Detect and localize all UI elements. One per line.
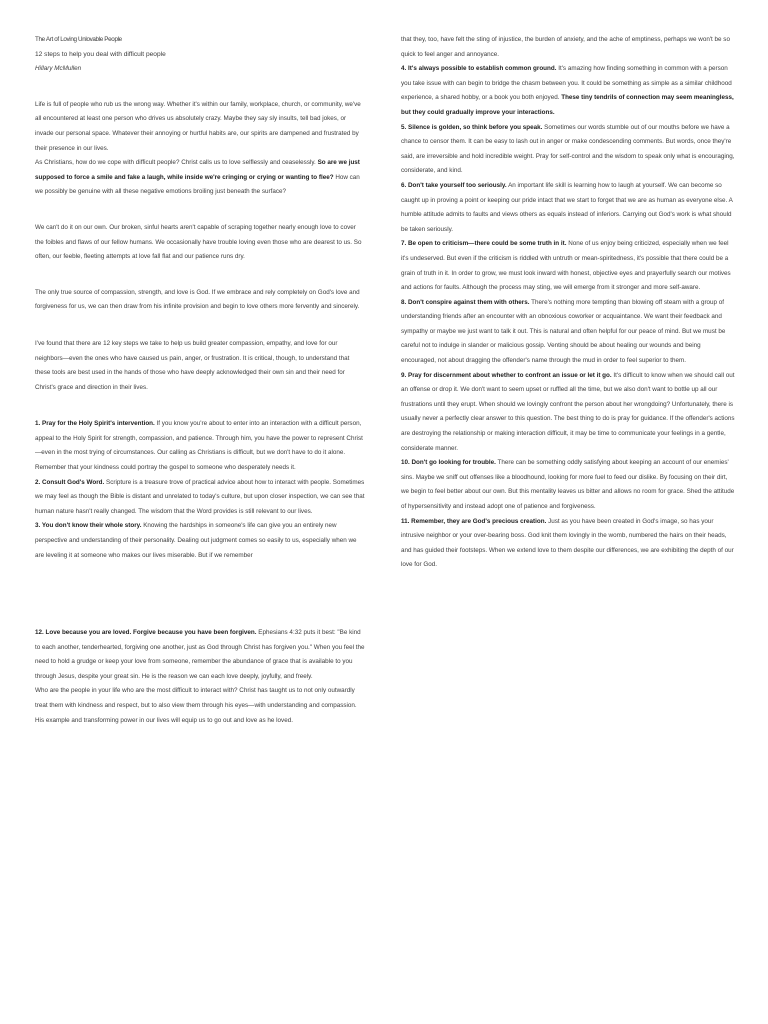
step-item: 4. It's always possible to establish common ground. It's amazing how finding something in common with a person you take issue with can begin to bridge the chasm between you. It could be something as simple as a similar childhood experience, a shared hobby, or a book you both enjoyed. These tiny tendrils of connection may seem meaningless, but they could gradually improve your interactions. [401,65,734,116]
step-item: 12. Love because you are loved. Forgive because you have been forgiven. Ephesians 4:32 puts it best: "Be kind to each another, tenderhearted, forgiving one another, just as God through Christ has forgiven you." When you feel the need to hold a grudge or keep your love from someone, remember the abundance of grace that is available to you through Jesus, despite your great sin. He is the reason we can each love deeply, joyfully, and freely. [35,629,365,680]
closing-paragraph: Who are the people in your life who are the most difficult to interact with? Christ has taught us to not only outwardly treat them with kindness and respect, but to also view them through his eyes—with understanding and compassion. His example and transforming power in our lives will equip us to go out and love as he loved. [35,687,357,724]
step-item: 2. Consult God's Word. Scripture is a treasure trove of practical advice about how to interact with people. Sometimes we may feel as though the Bible is distant and unrelated to today's culture, but upon closer inspection, we can see that human nature hasn't really changed. The wisdom that the Word provides is still relevant to our lives. [35,478,365,515]
step-item: 11. Remember, they are God's precious creation. Just as you have been created in God's image, so has your intrusive neighbor or your over-bearing boss. God knit them lovingly in the womb, numbered the hairs on their heads, and has guided their footsteps. When we extend love to them despite our differences, we are exhibiting the depth of our love for God. [401,517,734,569]
article-subtitle: 12 steps to help you deal with difficult people [35,50,166,58]
left-column-bottom [35,626,365,728]
intro-paragraph-5: I've found that there are 12 key steps we take to help us build greater compassion, empathy, and love for our neighbors—even the ones who have caused us pain, anger, or frustration. It is critical, though, to understand that these tools are best used in the hands of those who have deeply acknowledged their own sin and their need for Christ's grace and direction in their lives. [35,339,350,391]
step-item: 6. Don't take yourself too seriously. An important life skill is learning how to laugh at yourself. We can become so caught up in proving a point or keeping our pride intact that we start to forget that we are as human as everyone else. A humble attitude admits to faults and views others as equals instead of inferiors. Carrying out God's work is what should be taken seriously. [401,181,733,233]
left-column-top [35,33,365,563]
step-item: 8. Don't conspire against them with others. There's nothing more tempting than blowing off steam with a group of understanding friends after an encounter with an obnoxious coworker or acquaintance. We want their feedback and sympathy or maybe we just want to talk it out. This is natural and often helpful for our peace of mind. But we must be careful not to indulge in slander or malicious gossip. Venting should be about healing our wounds and being encouraged, not about dragging the offender's name through the mud in order to feel superior to them. [401,298,726,365]
step-item: 1. Pray for the Holy Spirit's intervention. If you know you're about to enter into an interaction with a difficult person, appeal to the Holy Spirit for strength, compassion, and patience. Through him, you have the power to represent Christ—even in the most trying of circumstances. Our calling as Christians is difficult, but we don't have to do it alone. Remember that your kindness could portray the gospel to someone who desperately needs it. [35,420,363,472]
step-3-continuation: that they, too, have felt the sting of injustice, the burden of anxiety, and the ache of emptiness, perhaps we won't be so quick to feel anger and annoyance. [401,36,730,58]
step-item: 9. Pray for discernment about whether to confront an issue or let it go. It's difficult to know when we should call out an offense or drop it. We don't want to seem upset or ruffled all the time, but we also don't want to bottle up all our frustrations until they erupt. When should we lovingly confront the person about her wrongdoing? Unfortunately, there is usually never a perfectly clear answer to this question. The best thing to do is pray for guidance. If the offender's actions are destroying the relationship or making interaction difficult, it may be time to communicate your feelings in a gentle, considerate manner. [401,371,735,452]
intro-paragraph-2: As Christians, how do we cope with difficult people? Christ calls us to love selflessly and ceaselessly. So are we just supposed to force a smile and fake a laugh, while inside we're cringing or crying or wanting to flee? How can we possibly be genuine with all these negative emotions broiling just beneath the surface? [35,159,360,196]
intro-paragraph-1: Life is full of people who rub us the wrong way. Whether it's within our family, workplace, church, or community, we've all encountered at least one person who drives us absolutely crazy. Maybe they say sly insults, tell bad jokes, or invade our personal space. Whatever their annoying or hurtful habits are, our spirits are dampened and frustrated by their presence in our lives. [35,100,361,152]
article-author: Hillary McMullen [35,65,82,73]
step-item: 3. You don't know their whole story. Knowing the hardships in someone's life can give you an entirely new perspective and understanding of their personality. Dealing out judgment comes so easily to us, especially when we are leveling it at someone who makes our lives miserable. But if we remember [35,522,357,559]
intro-paragraph-4: The only true source of compassion, strength, and love is God. If we embrace and rely completely on God's love and forgiveness for us, we can then draw from his infinite provision and begin to love others more fervently and sincerely. [35,288,360,311]
step-item: 5. Silence is golden, so think before you speak. Sometimes our words stumble out of our mouths before we have a chance to censor them. It can be easy to lash out in anger or make condescending comments. But words, once they're said, are irreversible and hold incredible weight. Pray for self-control and the wisdom to speak only what is encouraging, considerate, and kind. [401,123,735,175]
step-item: 10. Don't go looking for trouble. There can be something oddly satisfying about keeping an account of our enemies' sins. Maybe we sniff out offenses like a bloodhound, looking for more fuel to feed our dislike. By focusing on their dirt, we begin to feel better about our own. But this mentality leaves us bitter and allows no room for grace. Shed the attitude of hypersensitivity and instead adopt one of patience and forgiveness. [401,459,735,510]
intro-paragraph-3: We can't do it on our own. Our broken, sinful hearts aren't capable of scraping together nearly enough love to cover the foibles and flaws of our fellow humans. We occasionally have trouble loving even those who are dearest to us. So often, our feeble, fleeting attempts at love fall flat and our patience runs dry. [35,223,362,261]
article-title: The Art of Loving Unlovable People [35,36,122,43]
step-item: 7. Be open to criticism—there could be some truth in it. None of us enjoy being criticized, especially when we feel it's undeserved. But even if the criticism is riddled with untruth or mean-spiritedness, it's possible that there could be a grain of truth in it. In order to grow, we must look inward with honest, objective eyes and prayerfully search our motives and actions for faults. Although the process may sting, we will emerge from it stronger and more self-aware. [401,240,731,292]
right-column [401,33,737,573]
